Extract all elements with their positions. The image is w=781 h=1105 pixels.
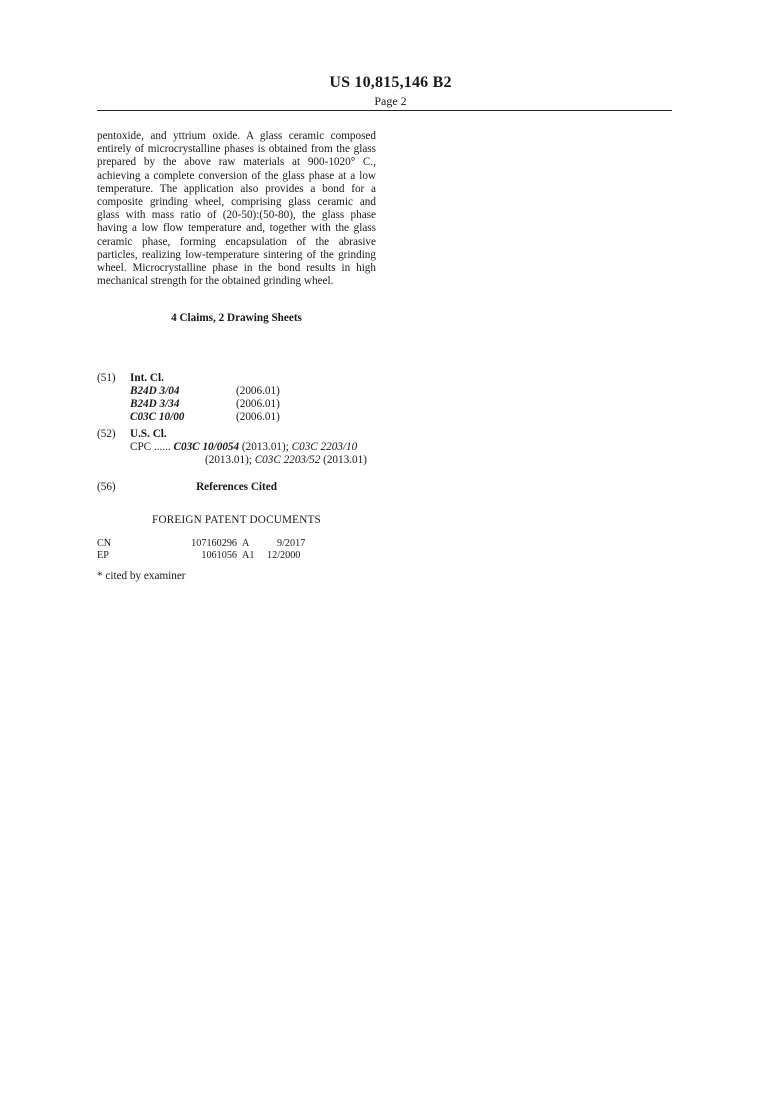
reference-date: 9/2017 xyxy=(277,538,306,549)
cpc-code-3-year: (2013.01) xyxy=(323,454,367,466)
reference-country: EP xyxy=(97,550,109,561)
int-cl-number: (51) xyxy=(97,372,116,384)
int-cl-row xyxy=(130,385,330,398)
page-number: Page 2 xyxy=(374,94,407,108)
references-title: References Cited xyxy=(196,481,277,493)
classification-code: B24D 3/04 xyxy=(130,385,180,397)
classification-code: B24D 3/34 xyxy=(130,398,180,410)
reference-kind: A1 xyxy=(242,550,255,561)
reference-country: CN xyxy=(97,538,112,549)
int-cl-row xyxy=(130,398,330,411)
cpc-main-code: C03C 10/0054 xyxy=(173,441,240,453)
classification-year: (2006.01) xyxy=(236,398,280,410)
us-cl-number: (52) xyxy=(97,428,116,440)
cpc-code-2: C03C 2203/10 xyxy=(291,441,358,453)
cpc-code-2-year: (2013.01); xyxy=(205,454,252,466)
reference-row xyxy=(97,550,376,562)
int-cl-row xyxy=(130,411,330,424)
classification-code: C03C 10/00 xyxy=(130,411,185,423)
classification-year: (2006.01) xyxy=(236,411,280,423)
classification-year: (2006.01) xyxy=(236,385,280,397)
references-number: (56) xyxy=(97,481,116,493)
cpc-line-2 xyxy=(205,454,367,466)
reference-number: 1061056 xyxy=(201,550,237,561)
header-divider xyxy=(97,110,672,111)
foreign-documents-title: FOREIGN PATENT DOCUMENTS xyxy=(152,514,321,526)
cpc-main-year: (2013.01); xyxy=(241,441,289,453)
reference-number: 107160296 xyxy=(191,538,237,549)
claims-summary: 4 Claims, 2 Drawing Sheets xyxy=(171,312,302,324)
us-cl-label: U.S. Cl. xyxy=(130,428,167,440)
cpc-line-1 xyxy=(130,441,357,453)
reference-row xyxy=(97,538,376,550)
int-cl-label: Int. Cl. xyxy=(130,372,164,384)
cpc-code-3: C03C 2203/52 xyxy=(254,454,321,466)
reference-kind: A xyxy=(242,538,250,549)
abstract-text: pentoxide, and yttrium oxide. A glass ceramic composed entirely of microcrystalline phases is obtained from the glass prepared by the above raw materials at 900-1020° C., achieving a complete conversion of the glass phase at a low temperature. The application also provides a bond for a composite grinding wheel, comprising glass ceramic and glass with mass ratio of (20-50):(50-80), the glass phase having a low flow temperature and, together with the glass ceramic phase, forming encapsulation of the abrasive particles, realizing low-temperature sintering of the grinding wheel. Microcrystalline phase in the bond results in high mechanical strength for the obtained grinding wheel. xyxy=(97,130,376,288)
cited-by-examiner-note: * cited by examiner xyxy=(97,570,186,582)
reference-date: 12/2000 xyxy=(267,550,301,561)
cpc-prefix: CPC ...... xyxy=(130,441,171,453)
patent-number: US 10,815,146 B2 xyxy=(329,74,452,91)
